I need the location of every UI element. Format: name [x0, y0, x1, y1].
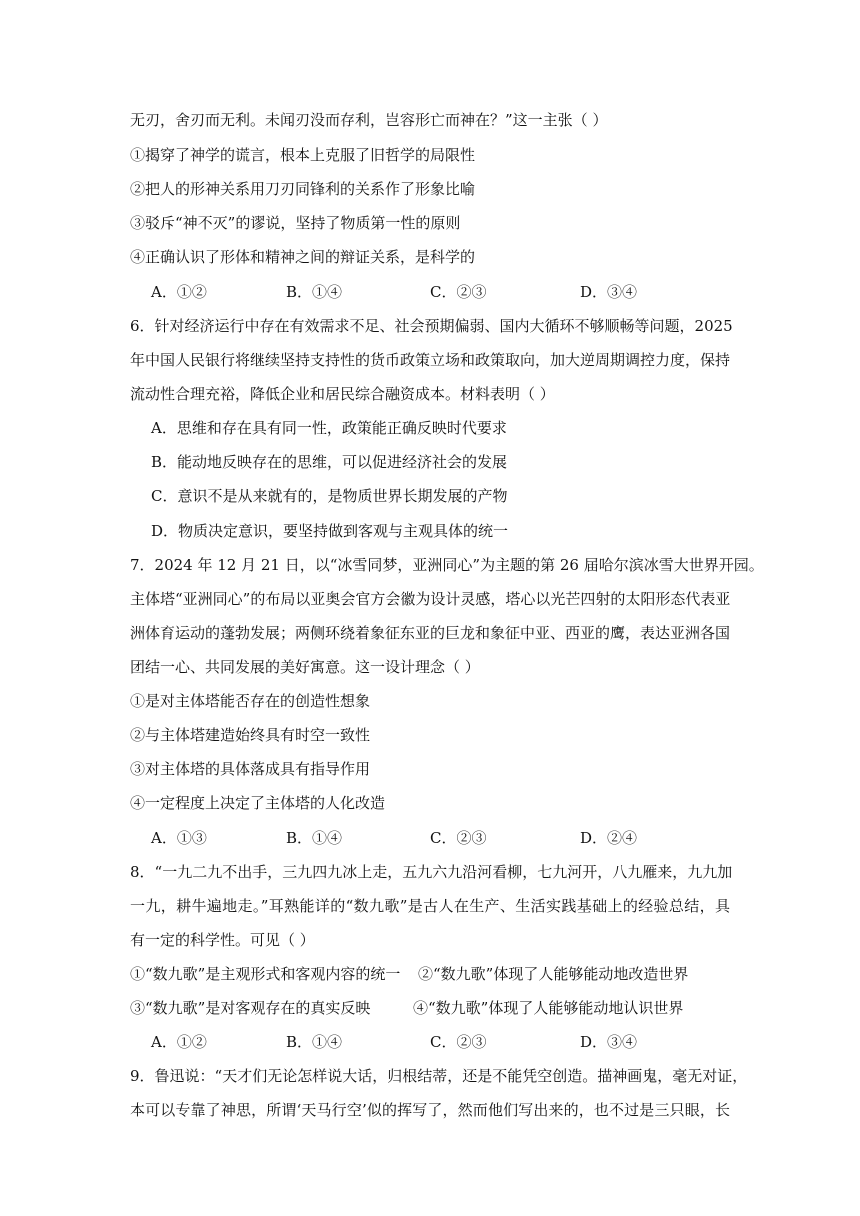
q6-stem-line-2: 年中国人民银行将继续坚持支持性的货币政策立场和政策取向，加大逆周期调控力度，保持	[130, 351, 731, 369]
q7-statement-4: ④一定程度上决定了主体塔的人化改造	[130, 794, 386, 812]
q5-statement-4: ④正确认识了形体和精神之间的辩证关系，是科学的	[130, 248, 476, 266]
q7-stem-line-1: 7．2024 年 12 月 21 日，以“冰雪同梦，亚洲同心”为主题的第 26 届哈尔滨冰雪大世界开园。	[130, 556, 764, 574]
q5-option-a[interactable]: A．①②	[151, 283, 207, 301]
q7-option-c[interactable]: C．②③	[430, 829, 487, 847]
q8-statement-4: ④“数九歌”体现了人能够能动地认识世界	[413, 999, 684, 1017]
q5-statement-1: ①揭穿了神学的谎言，根本上克服了旧哲学的局限性	[130, 146, 476, 164]
q6-option-b[interactable]: B．能动地反映存在的思维，可以促进经济社会的发展	[151, 453, 508, 471]
q7-stem-line-3: 洲体育运动的蓬勃发展；两侧环绕着象征东亚的巨龙和象征中亚、西亚的鹰，表达亚洲各国	[130, 624, 731, 642]
q8-statement-3: ③“数九歌”是对客观存在的真实反映	[130, 999, 371, 1017]
q6-stem-line-1: 6．针对经济运行中存在有效需求不足、社会预期偏弱、国内大循环不够顺畅等问题，2025	[130, 317, 733, 335]
q6-option-d[interactable]: D．物质决定意识，要坚持做到客观与主观具体的统一	[151, 522, 509, 540]
q8-stem-line-2: 一九，耕牛遍地走。”耳熟能详的“数九歌”是古人在生产、生活实践基础上的经验总结，具	[130, 897, 730, 915]
q8-stem-line-1: 8．“一九二九不出手，三九四九冰上走，五九六九沿河看柳，七九河开，八九雁来，九九加	[130, 863, 733, 881]
q5-options	[151, 282, 711, 302]
q6-option-c[interactable]: C．意识不是从来就有的，是物质世界长期发展的产物	[151, 487, 508, 505]
q5-option-b[interactable]: B．①④	[286, 283, 343, 301]
q7-statement-3: ③对主体塔的具体落成具有指导作用	[130, 760, 371, 778]
q9-stem-line-2: 本可以专靠了神思，所谓‘天马行空’似的挥写了，然而他们写出来的，也不过是三只眼，长	[130, 1101, 730, 1119]
q8-options	[151, 1032, 711, 1052]
q7-option-a[interactable]: A．①③	[151, 829, 207, 847]
q8-option-c[interactable]: C．②③	[430, 1033, 487, 1051]
q9-stem-line-1: 9．鲁迅说：“天才们无论怎样说大话，归根结蒂，还是不能凭空创造。描神画鬼，毫无对证，	[130, 1067, 748, 1085]
q8-option-a[interactable]: A．①②	[151, 1033, 207, 1051]
q6-option-a[interactable]: A．思维和存在具有同一性，政策能正确反映时代要求	[151, 419, 507, 437]
q6-stem-line-3: 流动性合理充裕，降低企业和居民综合融资成本。材料表明（ ）	[130, 385, 555, 403]
q7-statement-2: ②与主体塔建造始终具有时空一致性	[130, 726, 371, 744]
q5-statement-3: ③驳斥“神不灭”的谬说，坚持了物质第一性的原则	[130, 214, 461, 232]
q5-option-d[interactable]: D．③④	[580, 283, 638, 301]
q7-stem-line-4: 团结一心、共同发展的美好寓意。这一设计理念（ ）	[130, 658, 480, 676]
q7-option-d[interactable]: D．②④	[580, 829, 638, 847]
q7-options	[151, 828, 711, 848]
q5-statement-2: ②把人的形神关系用刀刃同锋利的关系作了形象比喻	[130, 180, 476, 198]
q8-option-d[interactable]: D．③④	[580, 1033, 638, 1051]
q5-option-c[interactable]: C．②③	[430, 283, 487, 301]
q7-option-b[interactable]: B．①④	[286, 829, 343, 847]
q8-statement-1: ①“数九歌”是主观形式和客观内容的统一	[130, 965, 401, 983]
q8-option-b[interactable]: B．①④	[286, 1033, 343, 1051]
q7-statement-1: ①是对主体塔能否存在的创造性想象	[130, 692, 371, 710]
q8-statement-2: ②“数九歌”体现了人能够能动地改造世界	[418, 965, 689, 983]
q8-stem-line-3: 有一定的科学性。可见（ ）	[130, 931, 315, 949]
q5-stem-tail: 无刃，舍刃而无利。未闻刃没而存利，岂容形亡而神在？”这一主张（ ）	[130, 111, 608, 129]
q7-stem-line-2: 主体塔“亚洲同心”的布局以亚奥会官方会徽为设计灵感，塔心以光芒四射的太阳形态代表亚	[130, 590, 731, 608]
